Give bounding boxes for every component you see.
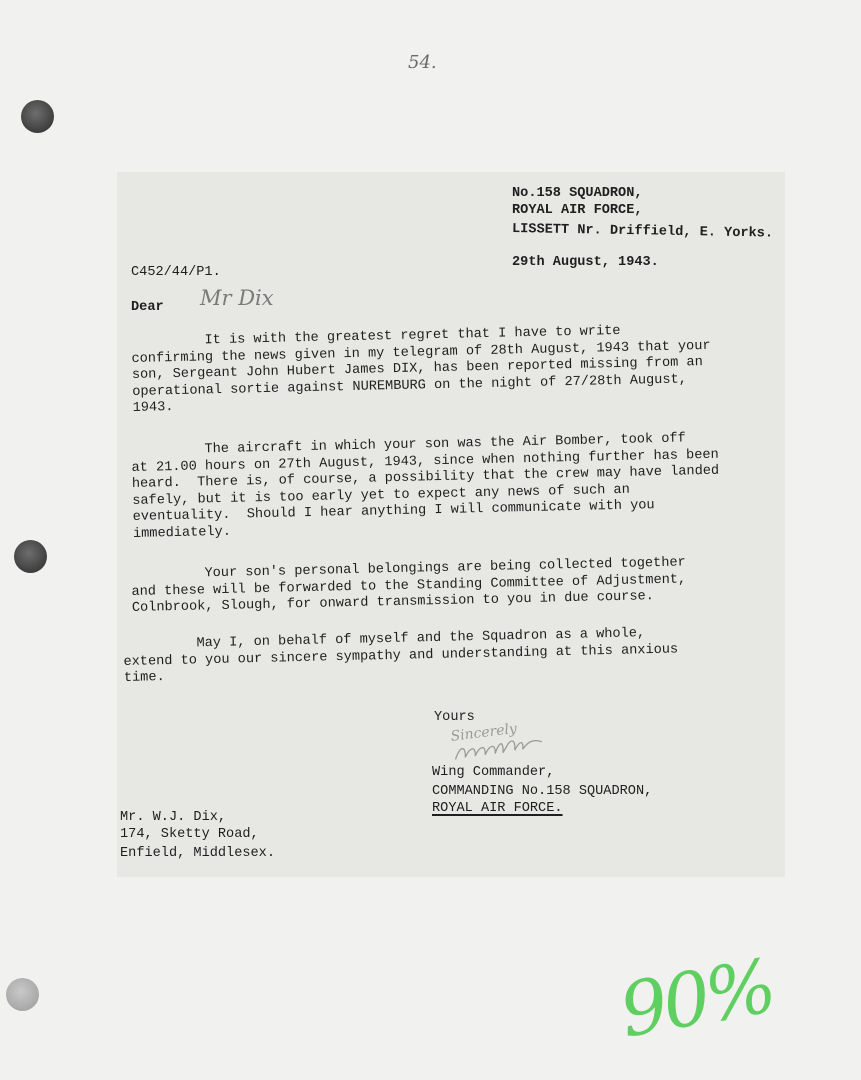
paragraph-4: May I, on behalf of myself and the Squadron as a whole, extend to you our sincere sympathy and understanding at this anxious time. <box>123 626 679 686</box>
punch-hole-top <box>21 100 54 133</box>
paragraph-1: It is with the greatest regret that I have to write confirming the news given in my telegram of 28th August, 1943 that your son, Sergeant John Hubert James DIX, has been reported missing from an operational sortie against NUREMBURG on the night of 27/28th August, 1943. <box>131 323 711 416</box>
letterhead-line-1: No.158 SQUADRON, <box>512 186 643 201</box>
letterhead-line-2: ROYAL AIR FORCE, <box>512 203 643 218</box>
page-number: 54. <box>408 52 437 73</box>
signature-command: COMMANDING No.158 SQUADRON, <box>432 784 653 799</box>
letter-date: 29th August, 1943. <box>512 255 659 270</box>
recipient-name: Mr. W.J. Dix, <box>120 810 227 825</box>
reference-number: C452/44/P1. <box>131 265 221 280</box>
paragraph-2: The aircraft in which your son was the Air Bomber, took off at 21.00 hours on 27th August, 1943, since when nothing further has been heard. There is, of course, a possibility that the crew may have landed safely, but it is too early yet to expect any news of such an eventuality. Should I hear anything I will communicate with you immediately. <box>131 431 720 542</box>
punch-hole-bottom <box>6 978 39 1011</box>
closing: Yours <box>434 710 475 725</box>
signature-rank: Wing Commander, <box>432 765 555 780</box>
paragraph-3: Your son's personal belongings are being collected together and these will be forwarded to the Standing Committee of Adjustment, Colnbrook, Slough, for onward transmission to you in due course. <box>131 555 687 616</box>
punch-hole-middle <box>14 540 47 573</box>
salutation: Dear <box>131 300 164 315</box>
recipient-street: 174, Sketty Road, <box>120 827 259 842</box>
grade-mark: 90% <box>613 943 779 1055</box>
salutation-handwritten-name: Mr Dix <box>200 286 274 310</box>
signature-sincerely: Sincerely <box>449 720 518 745</box>
recipient-town: Enfield, Middlesex. <box>120 846 275 861</box>
letterhead-line-3: LISSETT Nr. Driffield, E. Yorks. <box>511 222 774 242</box>
signature-unit: ROYAL AIR FORCE. <box>432 801 563 816</box>
